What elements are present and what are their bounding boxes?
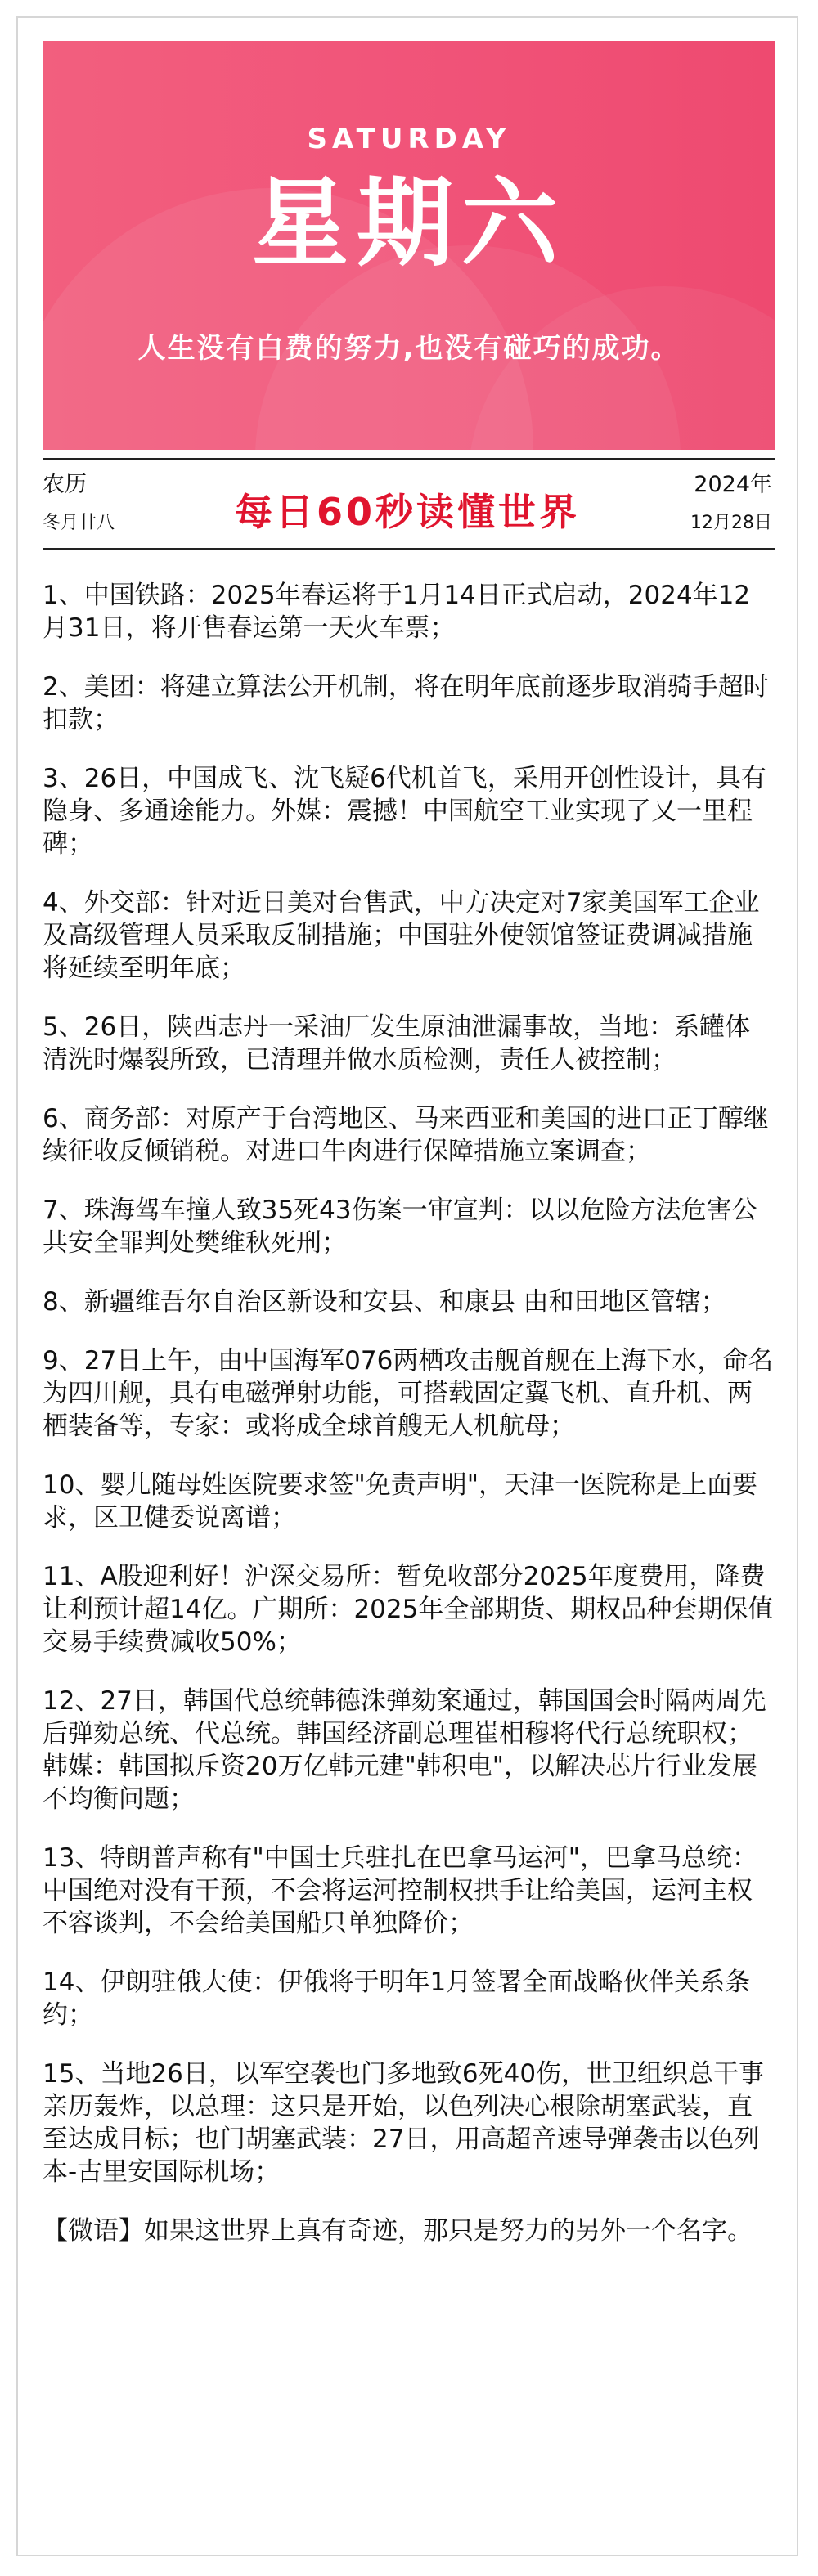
news-list: [43, 579, 775, 2273]
lunar-date: 冬月廿八: [43, 513, 115, 533]
news-item: 11、A股迎利好！沪深交易所：暂免收部分2025年度费用，降费让利预计超14亿。广期所：2025年全部期货、期权品种套期保值交易手续费减收50%；: [43, 1562, 774, 1657]
news-item: 1、中国铁路：2025年春运将于1月14日正式启动，2024年12月31日，将开售春运第一天火车票；: [43, 581, 751, 643]
gregorian-date: 12月28日: [690, 513, 772, 533]
news-page: [16, 16, 798, 2556]
banner-decoration: [468, 286, 775, 450]
day-banner: [43, 41, 775, 450]
lunar-label: 农历: [43, 472, 87, 497]
page-title: 每日60秒读懂世界: [234, 490, 580, 534]
news-item: 15、当地26日，以军空袭也门多地致6死40伤，世卫组织总干事亲历轰炸，以总理：这只是开始，以色列决心根除胡塞武装，直至达成目标；也门胡塞武装：27日，用高超音速导弹袭击以色列本-古里安国际机场；: [43, 2059, 765, 2187]
news-item: 10、婴儿随母姓医院要求签"免责声明"，天津一医院称是上面要求，区卫健委说离谱；: [43, 1470, 757, 1533]
news-item: 13、特朗普声称有"中国士兵驻扎在巴拿马运河"，巴拿马总统：中国绝对没有干预，不会将运河控制权拱手让给美国，运河主权不容谈判，不会给美国船只单独降价；: [43, 1843, 757, 1938]
top-divider: [43, 458, 775, 460]
daily-proverb: 【微语】如果这世界上真有奇迹，那只是努力的另外一个名字。: [43, 2216, 753, 2246]
news-item: 5、26日，陕西志丹一采油厂发生原油泄漏事故，当地：系罐体清洗时爆裂所致，已清理并做水质检测，责任人被控制；: [43, 1012, 751, 1075]
gregorian-year: 2024年: [694, 472, 772, 497]
bottom-divider: [43, 548, 775, 550]
news-item: 6、商务部：对原产于台湾地区、马来西亚和美国的进口正丁醇继续征收反倾销税。对进口牛肉进行保障措施立案调查；: [43, 1104, 769, 1166]
news-item: 14、伊朗驻俄大使：伊俄将于明年1月签署全面战略伙伴关系条约；: [43, 1968, 751, 2030]
news-item: 4、外交部：针对近日美对台售武，中方决定对7家美国军工企业及高级管理人员采取反制措施；中国驻外使领馆签证费调减措施将延续至明年底；: [43, 888, 760, 983]
english-weekday: SATURDAY: [307, 123, 511, 155]
news-item: 3、26日，中国成飞、沈飞疑6代机首飞，采用开创性设计，具有隐身、多通途能力。外媒：震撼！中国航空工业实现了又一里程碑；: [43, 764, 766, 859]
chinese-weekday: 星期六: [251, 167, 566, 280]
banner-motto: 人生没有白费的努力,也没有碰巧的成功。: [137, 332, 681, 365]
news-item: 9、27日上午，由中国海军076两栖攻击舰首舰在上海下水，命名为四川舰，具有电磁弹射功能，可搭载固定翼飞机、直升机、两栖装备等，专家：或将成全球首艘无人机航母；: [43, 1346, 774, 1441]
news-item: 12、27日，韩国代总统韩德洙弹劾案通过，韩国国会时隔两周先后弹劾总统、代总统。韩国经济副总理崔相穆将代行总统职权；韩媒：韩国拟斥资20万亿韩元建"韩积电"，以解决芯片行业发展不均衡问题；: [43, 1686, 766, 1814]
news-item: 8、新疆维吾尔自治区新设和安县、和康县 由和田地区管辖；: [43, 1287, 726, 1317]
news-item: 7、珠海驾车撞人致35死43伤案一审宣判：以以危险方法危害公共安全罪判处樊维秋死刑；: [43, 1196, 757, 1258]
news-item: 2、美团：将建立算法公开机制，将在明年底前逐步取消骑手超时扣款；: [43, 672, 769, 734]
